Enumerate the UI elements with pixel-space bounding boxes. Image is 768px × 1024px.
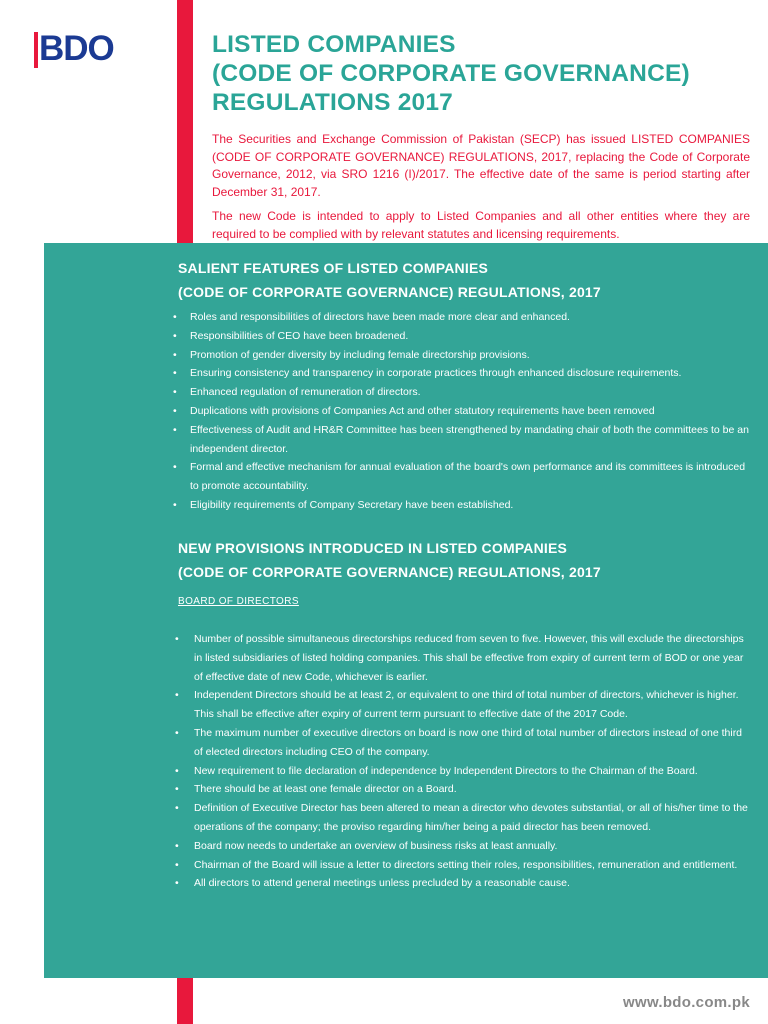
list-item: • Effectiveness of Audit and HR&R Committee has been strengthened by mandating chair of both the committees to be an independent director. xyxy=(190,421,750,459)
list-item: • Eligibility requirements of Company Secretary have been established. xyxy=(190,496,750,515)
footer-website-link[interactable]: www.bdo.com.pk xyxy=(623,994,750,1011)
title-line-1: LISTED COMPANIES xyxy=(212,31,456,58)
list-item: • Ensuring consistency and transparency in corporate practices through enhanced disclosure requirements. xyxy=(190,364,750,383)
list-item: • Chairman of the Board will issue a letter to directors setting their roles, responsibilities, remuneration and entitlement. xyxy=(194,856,750,875)
salient-features-heading xyxy=(178,256,601,304)
list-item: • Formal and effective mechanism for annual evaluation of the board's own performance and its committees is introduced to promote accountability. xyxy=(190,458,750,496)
list-item: • Responsibilities of CEO have been broadened. xyxy=(190,327,750,346)
new-provisions-heading xyxy=(178,536,601,584)
intro-paragraph-1: The Securities and Exchange Commission of Pakistan (SECP) has issued LISTED COMPANIES (CODE OF CORPORATE GOVERNANCE) REGULATIONS, 2017, replacing the Code of Corporate Governance, 2012, via SRO 1216 (I)/2017. The effective date of the same is period starting after December 31, 2017. xyxy=(212,132,750,199)
provisions-heading-line-1: NEW PROVISIONS INTRODUCED IN LISTED COMPANIES xyxy=(178,540,568,556)
logo-text: BDO xyxy=(39,29,114,68)
list-item: • Roles and responsibilities of directors have been made more clear and enhanced. xyxy=(190,308,750,327)
page-title xyxy=(212,30,752,117)
red-accent-bar-top xyxy=(177,0,193,243)
list-item: • Enhanced regulation of remuneration of directors. xyxy=(190,383,750,402)
list-item: • The maximum number of executive directors on board is now one third of total number of directors instead of one third of elected directors including CEO of the company. xyxy=(194,724,750,762)
title-line-3: REGULATIONS 2017 xyxy=(212,89,453,116)
title-line-2: (CODE OF CORPORATE GOVERNANCE) xyxy=(212,60,690,87)
provisions-heading-line-2: (CODE OF CORPORATE GOVERNANCE) REGULATIONS, 2017 xyxy=(178,564,601,580)
list-item: • All directors to attend general meetings unless precluded by a reasonable cause. xyxy=(194,874,750,893)
salient-heading-line-1: SALIENT FEATURES OF LISTED COMPANIES xyxy=(178,260,489,276)
list-item: • Number of possible simultaneous directorships reduced from seven to five. However, this will exclude the directorships in listed subsidiaries of listed holding companies. This shall be effective from expiry of current term of BOD or one year of effective date of new Code, whichever is earlier. xyxy=(194,630,750,686)
list-item: • There should be at least one female director on a Board. xyxy=(194,780,750,799)
list-item: • Duplications with provisions of Companies Act and other statutory requirements have been removed xyxy=(190,402,750,421)
red-accent-bar-bottom xyxy=(177,978,193,1024)
list-item: • Independent Directors should be at least 2, or equivalent to one third of total number of directors, whichever is higher. This shall be effective after expiry of current term pursuant to effective date of the 2017 Code. xyxy=(194,686,750,724)
list-item: • Promotion of gender diversity by including female directorship provisions. xyxy=(190,346,750,365)
list-item: • Definition of Executive Director has been altered to mean a director who devotes substantial, or all of his/her time to the operations of the company; the proviso regarding him/her being a paid director has been removed. xyxy=(194,799,750,837)
salient-features-list xyxy=(190,308,750,515)
board-of-directors-subheading: BOARD OF DIRECTORS xyxy=(178,596,299,607)
board-provisions-list xyxy=(194,630,750,893)
list-item: • Board now needs to undertake an overview of business risks at least annually. xyxy=(194,837,750,856)
intro-paragraph-2: The new Code is intended to apply to Listed Companies and all other entities where they are required to be complied with by relevant statutes and licensing requirements. xyxy=(212,209,750,241)
salient-heading-line-2: (CODE OF CORPORATE GOVERNANCE) REGULATIONS, 2017 xyxy=(178,284,601,300)
list-item: • New requirement to file declaration of independence by Independent Directors to the Chairman of the Board. xyxy=(194,762,750,781)
logo-red-bar xyxy=(34,32,38,68)
